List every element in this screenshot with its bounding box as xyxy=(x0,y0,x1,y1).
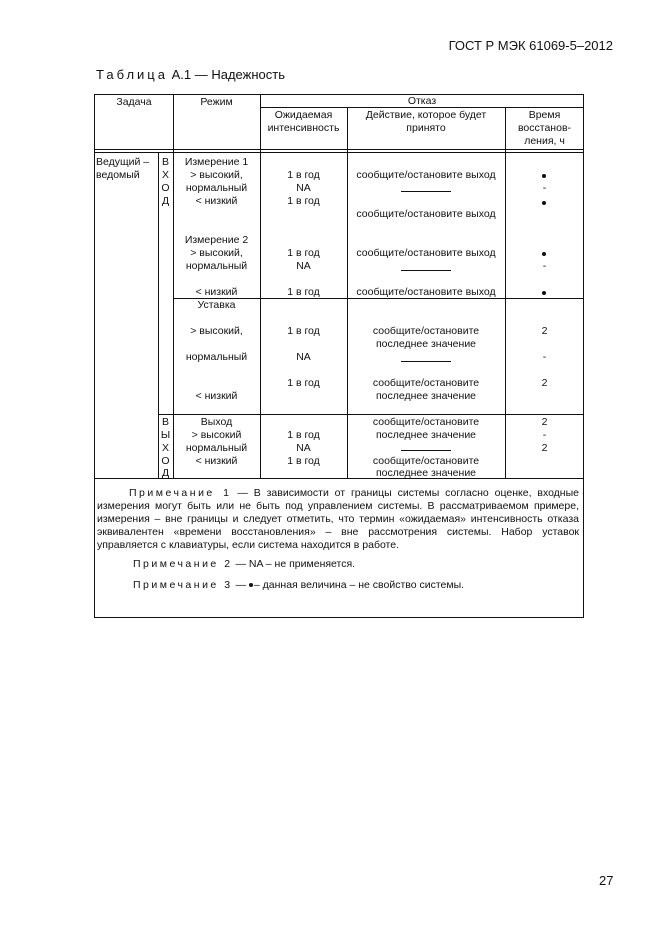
header-rate-2: интенсивность xyxy=(267,122,340,134)
m1-action-normal-dash xyxy=(401,191,451,192)
m1-rate-low: 1 в год xyxy=(287,195,320,207)
table-caption xyxy=(96,67,285,82)
not-system-property-mark xyxy=(249,583,253,587)
m2-title: Измерение 2 xyxy=(184,234,249,246)
output-letter: Д xyxy=(161,467,170,479)
output-action-1: сообщите/остановите xyxy=(372,416,480,428)
input-letter: В xyxy=(161,156,169,168)
output-time-3: 2 xyxy=(541,442,548,454)
m1-low: < низкий xyxy=(195,195,238,207)
setpoint-title: Уставка xyxy=(197,299,236,311)
output-letter: О xyxy=(161,455,170,467)
not-system-property-mark xyxy=(542,201,546,205)
setpoint-action-low-2: последнее значение xyxy=(375,390,477,402)
note-3-label: Примечание 3 xyxy=(133,579,233,591)
output-normal: нормальный xyxy=(185,442,248,454)
grid-line xyxy=(95,152,584,153)
m1-time-normal: - xyxy=(542,182,547,194)
header-time-2: восстанов- xyxy=(517,122,572,134)
header-task: Задача xyxy=(116,96,152,108)
header-action-1: Действие, которое будет xyxy=(365,109,487,121)
not-system-property-mark xyxy=(542,291,546,295)
header-mode: Режим xyxy=(200,96,233,108)
caption-label: Таблица xyxy=(96,67,168,82)
setpoint-action-low-1: сообщите/остановите xyxy=(372,377,480,389)
setpoint-time-normal: - xyxy=(542,351,547,363)
output-rate-normal: NA xyxy=(296,442,311,454)
input-letter: О xyxy=(161,182,170,194)
m2-action-high: сообщите/остановите выход xyxy=(356,247,496,259)
output-letter: Ы xyxy=(160,429,171,441)
not-system-property-mark xyxy=(542,252,546,256)
setpoint-normal: нормальный xyxy=(185,351,248,363)
task-value-2: ведомый xyxy=(96,169,140,181)
header-rate-1: Ожидаемая xyxy=(274,109,333,121)
output-title: Выход xyxy=(200,416,233,428)
note-3-text: – данная величина – не свойство системы. xyxy=(253,579,465,591)
output-high: > высокий xyxy=(191,429,242,441)
note-1-label: Примечание 1 xyxy=(129,487,232,499)
page-number: 27 xyxy=(599,873,614,888)
m1-normal: нормальный xyxy=(185,182,248,194)
m2-action-low: сообщите/остановите выход xyxy=(356,286,496,298)
header-action-2: принято xyxy=(406,122,446,134)
m2-rate-low: 1 в год xyxy=(287,286,320,298)
m1-rate-high: 1 в год xyxy=(287,169,320,181)
setpoint-time-low: 2 xyxy=(541,377,548,389)
m2-action-normal-dash xyxy=(401,270,451,271)
m2-rate-normal: NA xyxy=(296,260,311,272)
output-time-2: - xyxy=(542,429,547,441)
note-2-text: — NA – не применяется. xyxy=(232,558,356,570)
output-action-4: последнее значение xyxy=(375,467,477,479)
output-low: < низкий xyxy=(195,455,238,467)
input-letter: Д xyxy=(161,195,170,207)
header-failure: Отказ xyxy=(407,95,437,107)
setpoint-action-normal-dash xyxy=(401,361,451,362)
output-action-2: последнее значение xyxy=(375,429,477,441)
output-rate-high: 1 в год xyxy=(287,429,320,441)
grid-line xyxy=(95,149,584,150)
input-letter: Х xyxy=(161,169,169,181)
reliability-table xyxy=(94,94,584,618)
setpoint-action-high-1: сообщите/остановите xyxy=(372,325,480,337)
document-header: ГОСТ Р МЭК 61069-5–2012 xyxy=(448,38,613,53)
task-value-1: Ведущий – xyxy=(96,156,150,168)
setpoint-rate-low: 1 в год xyxy=(287,377,320,389)
note-1 xyxy=(97,487,579,552)
setpoint-high: > высокий, xyxy=(190,325,243,337)
output-action-3: сообщите/остановите xyxy=(372,455,480,467)
setpoint-time-high: 2 xyxy=(541,325,548,337)
not-system-property-mark xyxy=(542,174,546,178)
note-2 xyxy=(97,558,579,571)
m1-title: Измерение 1 xyxy=(184,156,249,168)
output-action-normal-dash xyxy=(401,450,451,451)
output-letter: Х xyxy=(161,442,169,454)
m2-high: > высокий, xyxy=(190,247,243,259)
header-time-1: Время xyxy=(528,109,561,121)
m2-normal: нормальный xyxy=(185,260,248,272)
m2-time-normal: - xyxy=(542,260,547,272)
m1-action-high: сообщите/остановите выход xyxy=(356,169,496,181)
m2-low: < низкий xyxy=(195,286,238,298)
grid-line xyxy=(158,414,584,415)
setpoint-rate-normal: NA xyxy=(296,351,311,363)
note-2-label: Примечание 2 xyxy=(133,558,233,570)
header-time-3: ления, ч xyxy=(524,135,565,147)
m1-rate-normal: NA xyxy=(296,182,311,194)
caption-title: А.1 — Надежность xyxy=(171,67,285,82)
m1-high: > высокий, xyxy=(190,169,243,181)
m1-action-low: сообщите/остановите выход xyxy=(356,208,496,220)
m2-rate-high: 1 в год xyxy=(287,247,320,259)
output-rate-low: 1 в год xyxy=(287,455,320,467)
setpoint-rate-high: 1 в год xyxy=(287,325,320,337)
note-1-text: — В зависимости от границы системы согласно оценке, входные измерения могут быть или не быть под управлением системы. В рассматриваемом примере, измерения – вне границы и следует отметить, что термин «ожидаемая» интенсивность отказа эквивалентен «времени восстановления» – вне рассмотрения системы. Набор уставок управляется с клавиатуры, если система находится в работе. xyxy=(97,487,579,551)
output-letter: В xyxy=(161,416,169,428)
setpoint-action-high-2: последнее значение xyxy=(375,338,477,350)
setpoint-low: < низкий xyxy=(195,390,238,402)
note-3: Примечание 3 — – данная величина – не свойство системы. xyxy=(133,579,465,591)
output-time-1: 2 xyxy=(541,416,548,428)
